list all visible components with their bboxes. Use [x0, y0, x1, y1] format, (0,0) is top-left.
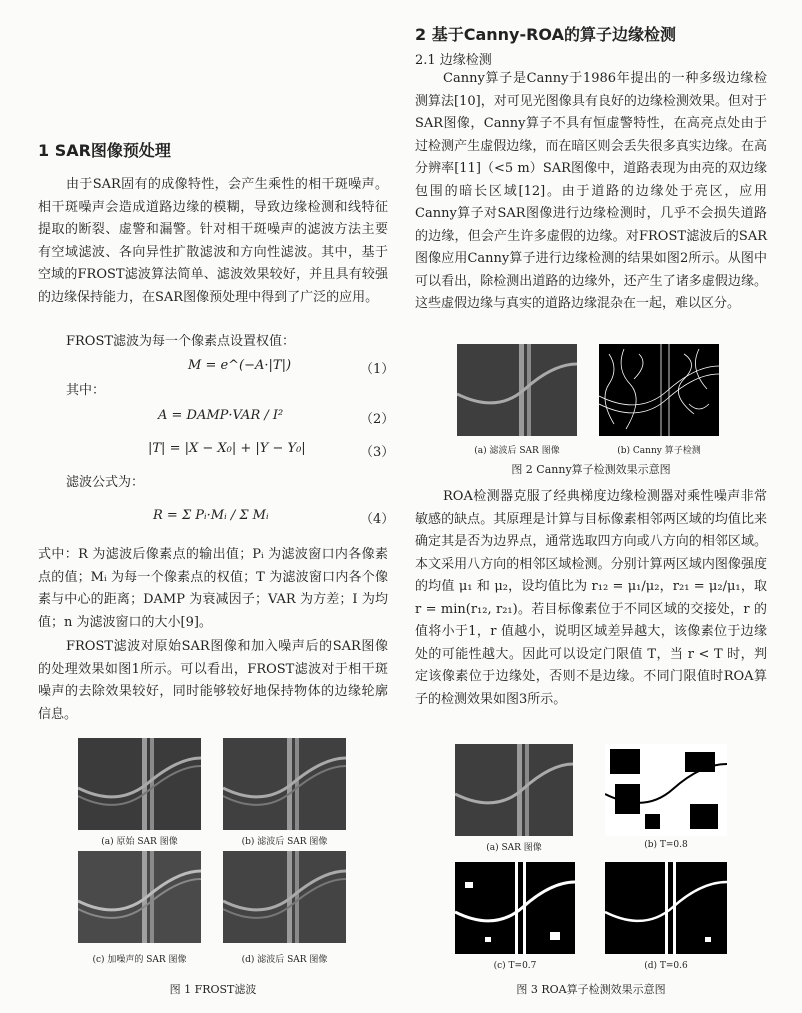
equation-2: A = DAMP·VAR / I² [158, 408, 284, 423]
section2-title: 2 基于Canny-ROA的算子边缘检测 [415, 25, 676, 44]
fig3-label-a: (a) SAR 图像 [486, 843, 542, 853]
equation-3: |T| = |X − X₀| + |Y − Y₀| [148, 441, 306, 456]
fig2-image-a [457, 344, 577, 436]
equation-4-number: （4） [360, 512, 395, 527]
filter-formula-intro: 滤波公式为： [66, 475, 145, 490]
fig1-label-a: (a) 原始 SAR 图像 [101, 837, 178, 847]
equation-1: M = e^(−A·|T|) [188, 358, 292, 373]
fig3-label-c: (c) T=0.7 [493, 961, 537, 971]
section1-paragraph-1: 由于SAR固有的成像特性，会产生乘性的相干斑噪声。相干斑噪声会造成道路边缘的模糊，导致边缘检测和线特征提取的断裂、虚警和漏警。针对相干斑噪声的滤波方法主要有空域滤波、各向异性扩散滤波和方向性滤波。其中，基于空域的FROST滤波算法简单、滤波效果较好，并且具有较强的边缘保持能力，在SAR图像预处理中得到了广泛的应用。 [38, 177, 388, 305]
where-label: 其中： [66, 383, 106, 398]
fig2-label-b: (b) Canny 算子检测 [617, 446, 701, 456]
equation-1-number: （1） [360, 362, 395, 377]
section1-title: 1 SAR图像预处理 [38, 141, 171, 160]
fig1-caption: 图 1 FROST滤波 [169, 983, 257, 996]
fig1-label-b: (b) 滤波后 SAR 图像 [241, 837, 328, 847]
fig2-caption: 图 2 Canny算子检测效果示意图 [511, 463, 671, 476]
frost-result-paragraph: FROST滤波对原始SAR图像和加入噪声后的SAR图像的处理效果如图1所示。可以看出，FROST滤波对于相干斑噪声的去除效果较好，同时能够较好地保持物体的边缘轮廓信息。 [38, 639, 388, 722]
fig1-image-d [223, 851, 346, 943]
fig3-label-b: (b) T=0.8 [644, 840, 688, 850]
equation-2-number: （2） [360, 412, 395, 427]
fig1-image-a [78, 738, 201, 830]
fig3-label-d: (d) T=0.6 [644, 961, 688, 971]
fig1-image-b [223, 738, 346, 830]
fig3-image-d [605, 862, 727, 954]
fig1-image-c [78, 851, 201, 943]
frost-weight-intro: FROST滤波为每一个像素点设置权值： [66, 334, 296, 349]
fig2-image-b [599, 344, 719, 436]
fig1-label-c: (c) 加噪声的 SAR 图像 [92, 955, 187, 965]
equation-3-number: （3） [360, 445, 395, 460]
fig1-label-d: (d) 滤波后 SAR 图像 [241, 955, 328, 965]
section2-paragraph-1: Canny算子是Canny于1986年提出的一种多级边缘检测算法[10]，对可见光图像具有良好的边缘检测效果。但对于SAR图像，Canny算子不具有恒虚警特性，在高亮点处由于过检测产生虚假边缘，而在暗区则会丢失很多真实边缘。在高分辨率[11]（<5 m）SAR图像中，道路表现为由亮的双边缘包围的暗长区域[12]。由于道路的边缘处于亮区，应用Canny算子对SAR图像进行边缘检测时，几乎不会损失道路的边缘，但会产生许多虚假的边缘。对FROST滤波后的SAR图像应用Canny算子进行边缘检测的结果如图2所示。从图中可以看出，除检测出道路的边缘外，还产生了诸多虚假边缘。这些虚假边缘与真实的道路边缘混杂在一起，难以区分。 [415, 71, 767, 311]
equation-4: R = Σ Pᵢ·Mᵢ / Σ Mᵢ [153, 508, 269, 523]
fig3-caption: 图 3 ROA算子检测效果示意图 [516, 983, 666, 996]
roa-paragraph: ROA检测器克服了经典梯度边缘检测器对乘性噪声非常敏感的缺点。其原理是计算与目标像素相邻两区域的均值比来确定其是否为边界点，通常选取四方向或八方向的相邻区域。本文采用八方向的相邻区域检测。分别计算两区域内图像强度的均值 μ₁ 和 μ₂，设均值比为 r₁₂ = μ₁/μ₂，r₂₁ = μ₂/μ₁，取 r = min(r₁₂, r₂₁)。若目标像素位于不同区域的交接处，r 的值将小于1，r 值越小，说明区域差异越大，该像素位于边缘处的可能性越大。因此可以设定门限值 T，当 r < T 时，判定该像素位于边缘处，否则不是边缘。不同门限值时ROA算子的检测效果如图3所示。 [415, 489, 767, 707]
fig3-image-b [605, 744, 727, 836]
variable-definitions: 式中：R 为滤波后像素点的输出值；Pᵢ 为滤波窗口内各像素点的值；Mᵢ 为每一个像素点的权值；T 为滤波窗口内各个像素与中心的距离；DAMP 为衰减因子；VAR 为方差；I 为均值；n 为滤波窗口的大小[9]。 [38, 547, 388, 630]
fig3-image-a [455, 744, 573, 836]
subsection-2-1-title: 2.1 边缘检测 [415, 53, 492, 68]
fig2-label-a: (a) 滤波后 SAR 图像 [474, 446, 560, 456]
fig3-image-c [455, 862, 575, 954]
